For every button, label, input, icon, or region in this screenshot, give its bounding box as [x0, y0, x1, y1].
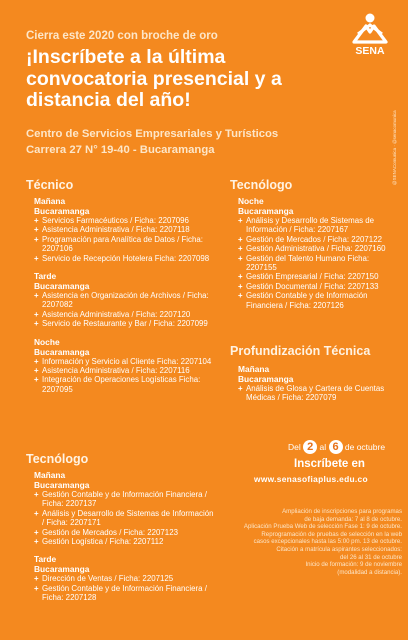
note-line: Ampliación de inscripciones para programas [282, 508, 402, 515]
sede-label: Bucaramanga [34, 564, 90, 575]
program-list [34, 357, 216, 395]
program-item: + Gestión Administrativa / Ficha: 2207160 [238, 244, 400, 253]
date-start: 2 [303, 440, 317, 454]
sede-label: Bucaramanga [34, 206, 90, 216]
program-item: + Análisis y Desarrollo de Sistemas de Información / Ficha: 2207171 [34, 509, 216, 528]
note-line: Citación a matrícula aspirantes seleccionados: [276, 545, 402, 553]
note-line: casos excepcionales hasta las 5:00 pm. 13 de octubre. [253, 538, 402, 546]
jornada-label: Tarde [34, 271, 57, 282]
program-item: + Gestión Empresarial / Ficha: 2207150 [238, 272, 400, 281]
sena-logo-text: SENA [355, 45, 385, 57]
sede-label: Bucaramanga [238, 374, 294, 384]
program-item: + Integración de Operaciones Logísticas Ficha: 2207095 [34, 375, 216, 394]
program-list [34, 574, 216, 602]
program-item: + Asistencia en Organización de Archivos / Ficha: 2207082 [34, 291, 216, 310]
center-address [26, 126, 346, 158]
note-line: Aplicación Prueba Web de selección Fase 1: 9 de octubre. [243, 523, 402, 531]
sede-label: Bucaramanga [34, 480, 90, 490]
sede-label: Bucaramanga [238, 206, 294, 216]
program-list [34, 291, 216, 329]
tecnologo-right-section [230, 178, 400, 310]
program-list [34, 490, 216, 546]
sofia-plus-link[interactable]: www.senasofiaplus.edu.co [254, 474, 368, 484]
program-item: + Asistencia Administrativa / Ficha: 2207120 [34, 310, 216, 319]
profundizacion-section [230, 344, 400, 403]
program-item: + Servicio de Restaurante y Bar / Ficha: 2207099 [34, 319, 216, 328]
tagline: Cierra este 2020 con broche de oro [26, 30, 218, 42]
jornada-label: Mañana [34, 470, 66, 480]
social-handles-text: @SENAComunica · @senacomunica [392, 110, 397, 185]
program-item: + Servicios Farmacéuticos / Ficha: 2207096 [34, 216, 216, 225]
program-item: + Análisis y Desarrollo de Sistemas de Información / Ficha: 2207167 [238, 216, 400, 235]
note-line: Inicio de formación: 9 de noviembre [305, 561, 402, 569]
tecnologo-noche-block [230, 196, 400, 310]
program-item: + Gestión de Mercados / Ficha: 2207123 [34, 528, 216, 537]
center-address-line: Carrera 27 N° 19-40 - Bucaramanga [26, 144, 215, 156]
program-item: + Programación para Analítica de Datos / Ficha: 2207106 [34, 235, 216, 254]
sena-logo-icon [346, 12, 394, 46]
program-item: + Gestión Contable y de Información Financiera / Ficha: 2207126 [238, 291, 400, 310]
inscription-dates [288, 440, 385, 454]
section-title-profundizacion: Profundización Técnica [230, 344, 371, 358]
dates-prefix: Del [288, 442, 301, 452]
note-line: del 26 al 31 de octubre [340, 553, 402, 561]
program-item: + Servicio de Recepción Hotelera Ficha: 2207098 [34, 254, 216, 263]
jornada-label: Noche [238, 196, 264, 206]
dates-suffix: de octubre [344, 442, 386, 452]
tecnico-noche-block [26, 337, 216, 395]
program-list [238, 216, 400, 310]
program-item: + Información y Servicio al Cliente Ficha: 2207104 [34, 357, 216, 366]
sede-label: Bucaramanga [34, 281, 90, 292]
tecnologo-manana-block [26, 470, 216, 546]
cta-heading: Inscríbete en [294, 458, 365, 470]
section-title-tecnico: Técnico [26, 178, 74, 192]
tecnologo-left-section [26, 452, 216, 603]
social-handles [390, 85, 402, 185]
tecnico-section [26, 178, 216, 394]
note-line: Reprogramación de pruebas de selección en la web [261, 530, 402, 538]
jornada-label: Mañana [238, 364, 270, 374]
sede-label: Bucaramanga [34, 346, 90, 357]
headline: ¡Inscríbete a la última convocatoria presencial y a distancia del año! [26, 46, 282, 111]
jornada-label: Noche [34, 336, 60, 347]
program-list [238, 384, 400, 403]
program-item: + Gestión Documental / Ficha: 2207133 [238, 282, 400, 291]
program-item: + Asistencia Administrativa / Ficha: 2207118 [34, 225, 216, 234]
jornada-label: Tarde [34, 554, 57, 565]
program-item: + Gestión Logística / Ficha: 2207112 [34, 537, 216, 546]
program-list [34, 216, 216, 263]
program-item: + Gestión de Mercados / Ficha: 2207122 [238, 235, 400, 244]
program-item: + Análisis de Glosa y Cartera de Cuentas Médicas / Ficha: 2207079 [238, 384, 400, 403]
tecnico-manana-block [26, 196, 216, 263]
program-item: + Gestión Contable y de Información Financiera / Ficha: 2207128 [34, 584, 216, 603]
program-item: + Gestión del Talento Humano Ficha: 2207155 [238, 254, 400, 273]
tecnico-tarde-block [26, 271, 216, 329]
section-title-tecnologo: Tecnólogo [26, 452, 89, 466]
sena-logo [346, 12, 394, 68]
schedule-notes [206, 508, 402, 576]
profundizacion-manana-block [230, 364, 400, 403]
program-item: + Gestión Contable y de Información Financiera / Ficha: 2207137 [34, 490, 216, 509]
note-line: de baja demanda: 7 al 8 de octubre. [304, 515, 402, 523]
program-item: + Dirección de Ventas / Ficha: 2207125 [34, 574, 216, 583]
tecnologo-tarde-block [26, 554, 216, 602]
center-name: Centro de Servicios Empresariales y Turísticos [26, 128, 279, 140]
date-end: 6 [329, 440, 343, 454]
note-line: (modalidad a distancia). [337, 568, 402, 576]
program-item: + Asistencia Administrativa / Ficha: 2207116 [34, 366, 216, 375]
dates-middle: al [319, 442, 327, 452]
section-title-tecnologo: Tecnólogo [230, 178, 293, 192]
jornada-label: Mañana [34, 196, 66, 206]
